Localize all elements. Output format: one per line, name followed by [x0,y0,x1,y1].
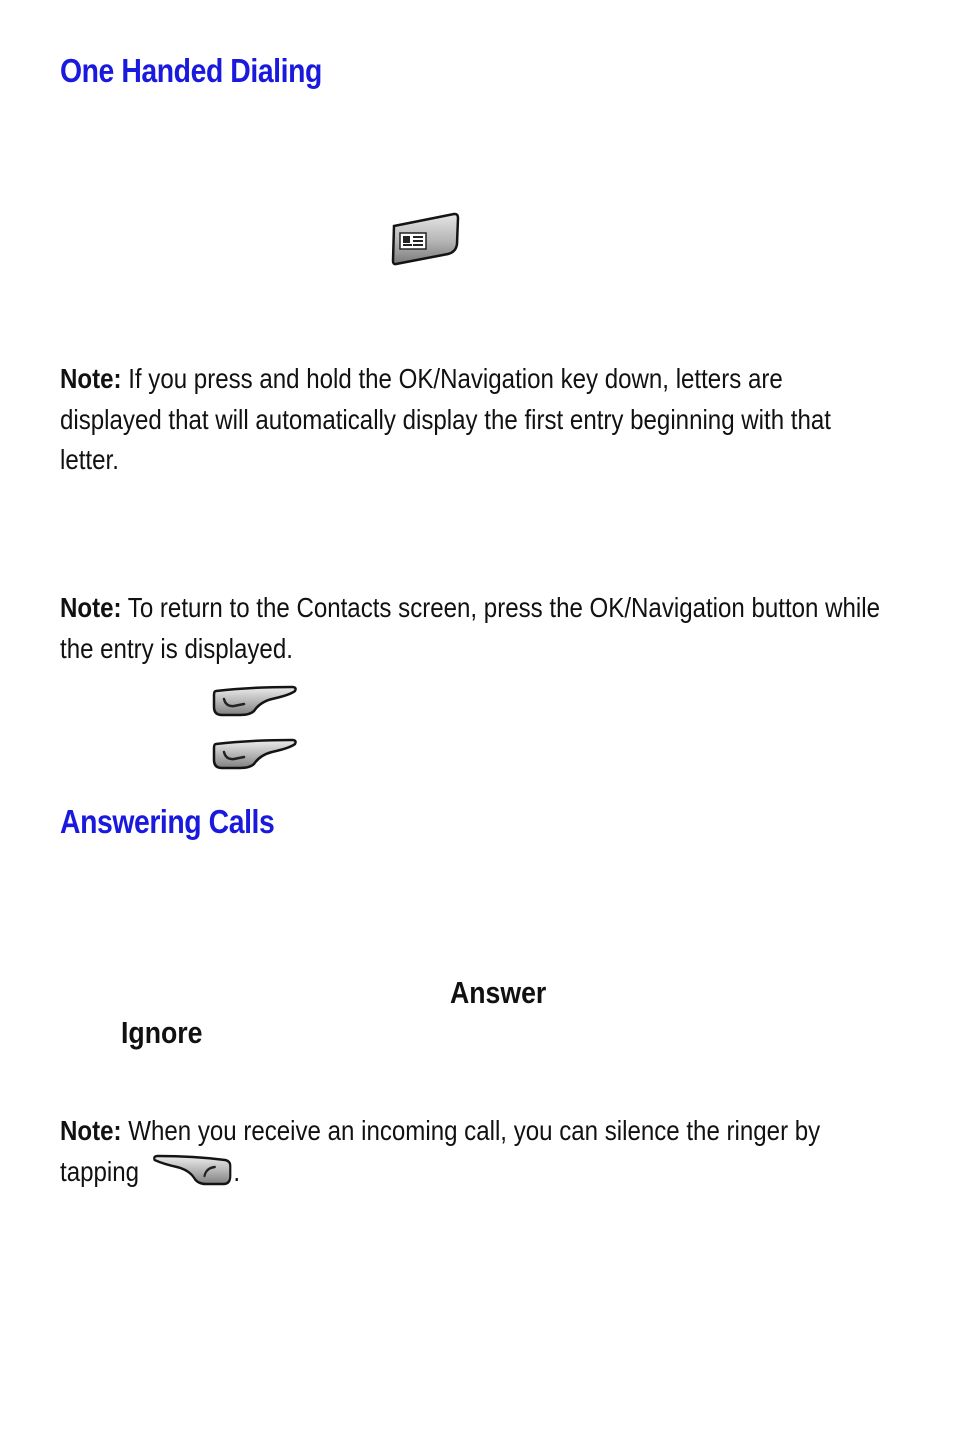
ignore-label: Ignore [121,1015,203,1050]
answer-label: Answer [450,975,547,1010]
note-hold-navigation [60,359,886,481]
send-phone-key-icon [210,685,300,717]
note-return-contacts [60,588,886,669]
section-heading-one-handed-dialing: One Handed Dialing [60,52,322,89]
note-silence-ringer [60,1111,886,1192]
note-text: If you press and hold the OK/Navigation key down, letters are displayed that will automatically display the first entry beginning with that letter. [60,363,831,475]
note-label: Note: [60,1115,122,1146]
note-text: When you receive an incoming call, you can silence the ringer by tapping [60,1115,821,1187]
note-label: Note: [60,592,122,623]
section-heading-answering-calls: Answering Calls [60,803,275,840]
note-label: Note: [60,363,122,394]
note-text-end: . [233,1155,241,1187]
end-phone-key-icon [151,1154,234,1186]
contacts-card-key-icon [390,212,462,266]
note-text: To return to the Contacts screen, press the OK/Navigation button while the entry is displayed. [60,592,881,664]
send-phone-key-icon [210,738,300,770]
